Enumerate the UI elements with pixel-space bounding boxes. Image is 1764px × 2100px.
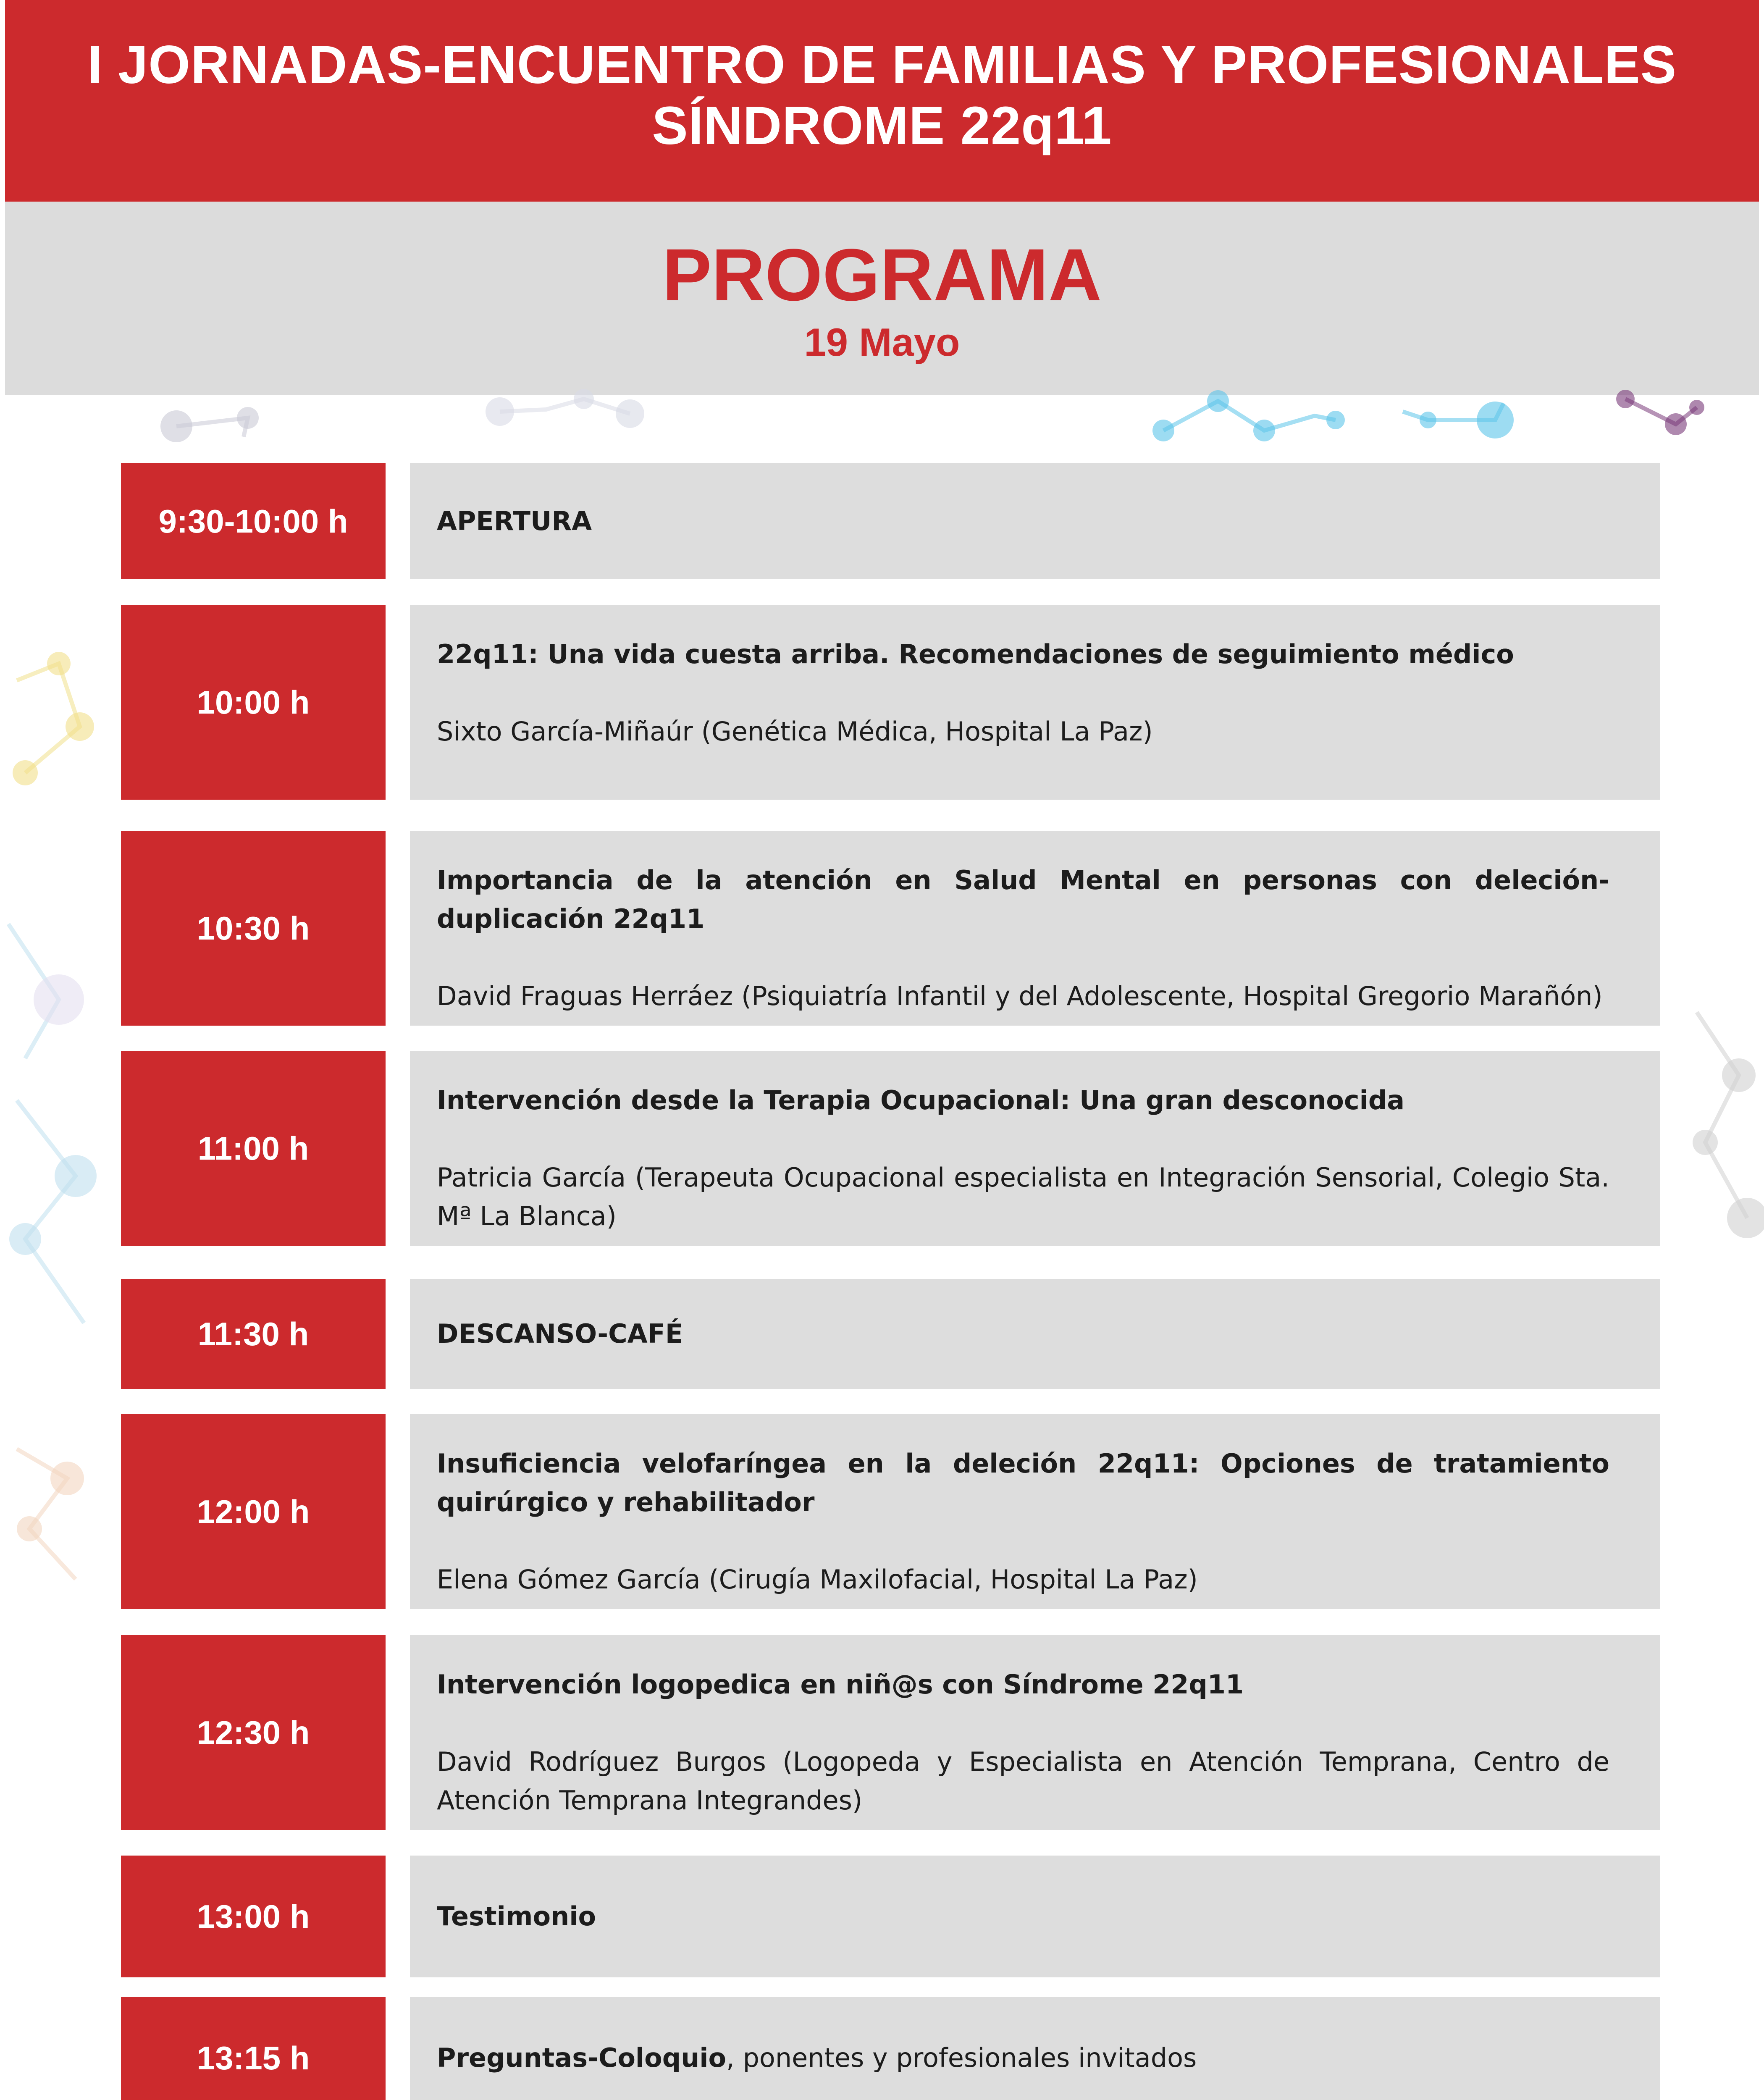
schedule-row (0, 1635, 1764, 1830)
session-title (437, 1444, 1609, 1522)
session-info (410, 831, 1660, 1026)
time-slot: 12:30 h (121, 1635, 386, 1830)
program-title: PROGRAMA (662, 234, 1102, 316)
time-slot: 10:00 h (121, 605, 386, 800)
schedule-row (0, 1997, 1764, 2100)
session-speaker: Patricia García (Terapeuta Ocupacional especialista en Integración Sensorial, Colegio Sta. Mª La Blanca) (437, 1162, 1609, 1231)
session-title (437, 1665, 1609, 1704)
session-title-text: Intervención logopedica en niñ@s con Síndrome 22q11 (437, 1669, 1244, 1700)
session-note: , ponentes y profesionales invitados (726, 2042, 1197, 2073)
schedule-row (0, 831, 1764, 1026)
schedule-row (0, 463, 1764, 579)
time-slot: 11:30 h (121, 1279, 386, 1389)
session-title (437, 1897, 596, 1936)
schedule-row (0, 1051, 1764, 1246)
time-slot: 13:00 h (121, 1856, 386, 1977)
session-title-text: DESCANSO-CAFÉ (437, 1318, 683, 1349)
session-speaker: Sixto García-Miñaúr (Genética Médica, Hospital La Paz) (437, 716, 1153, 747)
session-title (437, 635, 1609, 674)
session-info (410, 1856, 1660, 1977)
time-slot: 9:30-10:00 h (121, 463, 386, 579)
time-slot: 12:00 h (121, 1414, 386, 1609)
session-title-text: Insuficiencia velofaríngea en la deleción 22q11: Opciones de tratamiento quirúrgico y rehabilitador (437, 1448, 1609, 1517)
schedule-row (0, 1856, 1764, 1977)
session-title (437, 861, 1609, 938)
session-speaker: Elena Gómez García (Cirugía Maxilofacial, Hospital La Paz) (437, 1564, 1198, 1595)
session-title-text: Testimonio (437, 1901, 596, 1932)
session-title-text: Intervención desde la Terapia Ocupacional: Una gran desconocida (437, 1085, 1405, 1116)
session-info (410, 1997, 1660, 2100)
schedule-row (0, 1414, 1764, 1609)
session-speaker: David Rodríguez Burgos (Logopeda y Especialista en Atención Temprana, Centro de Atención Temprana Integrandes) (437, 1746, 1609, 1816)
schedule-row (0, 1279, 1764, 1389)
session-info (410, 463, 1660, 579)
program-date: 19 Mayo (804, 320, 960, 364)
session-info (410, 605, 1660, 800)
session-info (410, 1635, 1660, 1830)
session-info (410, 1051, 1660, 1246)
session-title-text: Importancia de la atención en Salud Mental en personas con deleción-duplicación 22q11 (437, 865, 1609, 934)
time-slot: 11:00 h (121, 1051, 386, 1246)
event-title-line1: I JORNADAS-ENCUENTRO DE FAMILIAS Y PROFESIONALES (87, 35, 1677, 95)
session-speaker: David Fraguas Herráez (Psiquiatría Infantil y del Adolescente, Hospital Gregorio Marañón) (437, 981, 1603, 1011)
session-title (437, 1315, 683, 1353)
session-title-text: APERTURA (437, 506, 592, 536)
session-info (410, 1279, 1660, 1389)
schedule-row (0, 605, 1764, 800)
time-slot: 10:30 h (121, 831, 386, 1026)
time-slot: 13:15 h (121, 1997, 386, 2100)
session-title (437, 502, 592, 541)
session-title-text: Preguntas-Coloquio (437, 2042, 727, 2073)
session-title (437, 2039, 1197, 2077)
session-title (437, 1081, 1609, 1120)
session-info (410, 1414, 1660, 1609)
event-title-line2: SÍNDROME 22q11 (652, 96, 1112, 156)
session-title-text: 22q11: Una vida cuesta arriba. Recomendaciones de seguimiento médico (437, 639, 1514, 669)
